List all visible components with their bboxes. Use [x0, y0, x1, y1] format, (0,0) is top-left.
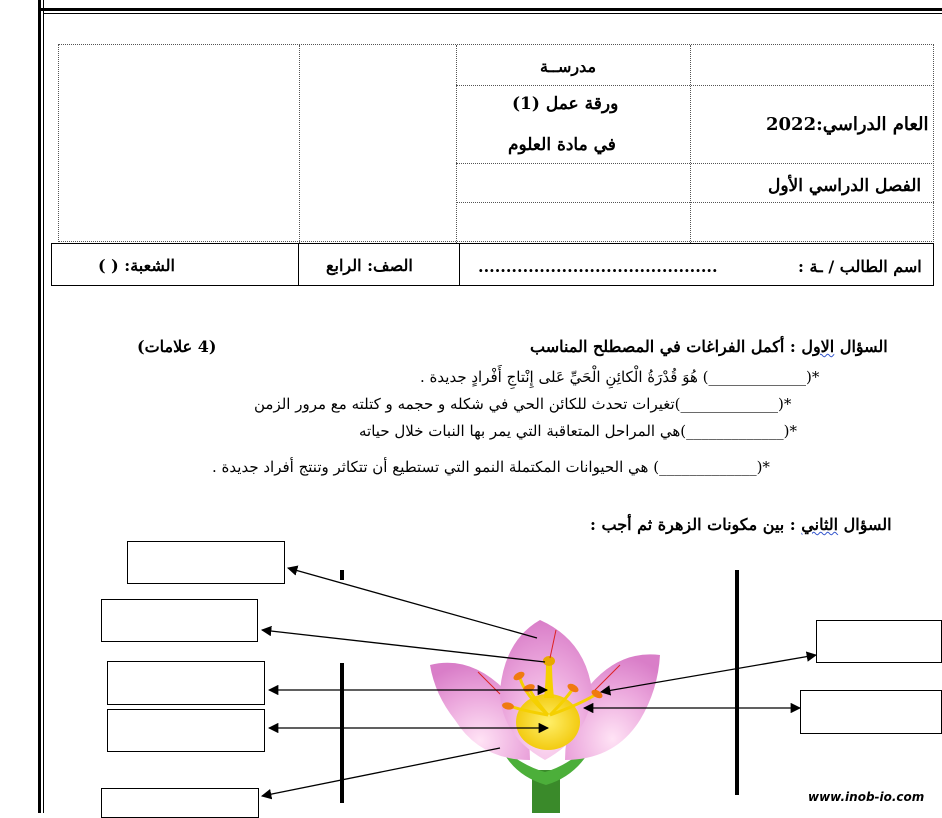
school-name: مدرســة — [540, 57, 597, 76]
question1-item[interactable]: *(_____________)تغيرات تحدث للكائن الحي في شكله و حجمه و كتلته مع مرور الزمن — [254, 395, 792, 413]
label-arrow — [288, 568, 537, 638]
academic-year: العام الدراسي:2022 — [766, 114, 929, 135]
question1-item[interactable]: *(_____________) هُوَ قُدْرَةُ الْكائِنِ الْحَيِّ عَلى إِنْتاجِ أَفْرادٍ جديدة . — [420, 368, 820, 386]
question1-item[interactable]: *(_____________)هي المراحل المتعاقبة التي يمر بها النبات خلال حياته — [359, 422, 797, 440]
stigma — [543, 656, 555, 666]
worksheet-title: ورقة عمل (1) — [512, 94, 619, 114]
label-arrow — [262, 748, 500, 796]
section-label: الشعبة: ( ) — [98, 256, 175, 275]
label-arrow — [262, 630, 545, 662]
subject-label: في مادة العلوم — [508, 135, 616, 155]
grade-label: الصف: الرابع — [326, 256, 413, 275]
question1-item[interactable]: *(_____________) هي الحيوانات المكتملة النمو التي تستطيع أن تتكاثر وتنتج أفراد جديدة . — [212, 458, 770, 476]
footer-url[interactable]: www.inob-io.com — [808, 790, 925, 804]
student-name-label: اسم الطالب / ـة : — [798, 257, 922, 276]
ovary — [516, 694, 580, 750]
question2-title: السؤال الثاني : بين مكونات الزهرة ثم أجب : — [590, 515, 892, 534]
question1-marks: (4 علامات) — [137, 337, 217, 356]
student-name-field[interactable]: ........................................... — [478, 257, 718, 276]
semester-label: الفصل الدراسي الأول — [768, 176, 922, 196]
question1-title: السؤال الاول : أكمل الفراغات في المصطلح المناسب — [530, 337, 888, 356]
